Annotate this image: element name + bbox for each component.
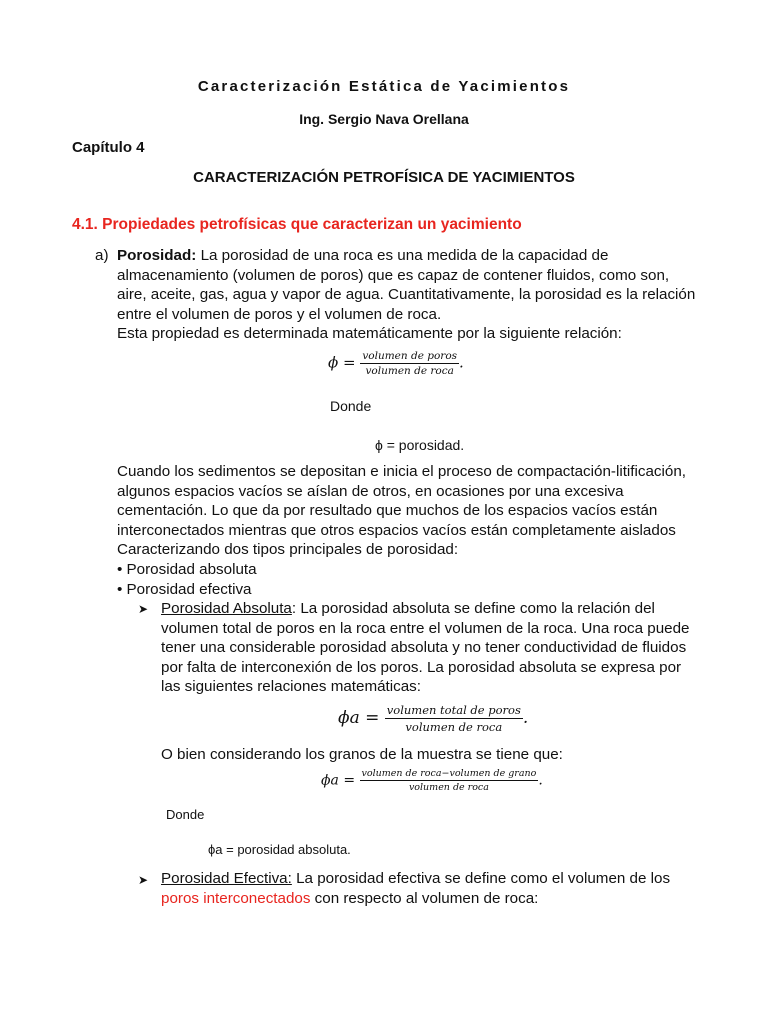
absolute-porosity-definition: ϕa = porosidad absoluta.	[208, 842, 351, 857]
paragraph-line: interconectados mientras que otros espacios vacíos están completamente aislados	[117, 521, 676, 539]
formula-numerator: volumen de roca−volumen de grano	[361, 768, 537, 779]
porosity-term: Porosidad:	[117, 247, 197, 264]
formula-numerator: volumen total de poros	[386, 703, 521, 717]
formula-numerator: volumen de poros	[362, 350, 458, 362]
porosity-line: entre el volumen de poros y el volumen de roca.	[117, 305, 442, 323]
paragraph-line: tener una considerable porosidad absoluta y no tener conductividad de fluidos	[161, 639, 687, 657]
formula-denominator: volumen de roca	[365, 365, 454, 377]
bullet-text: Porosidad efectiva	[126, 581, 252, 598]
paragraph-line: volumen total de poros en la roca entre el volumen de la roca. Una roca puede	[161, 619, 690, 637]
formula-absolute-porosity-grains	[321, 768, 543, 793]
arrow-bullet-icon: ➤	[138, 873, 149, 887]
paragraph-line: las siguientes relaciones matemáticas:	[161, 678, 421, 696]
compaction-paragraph	[117, 462, 737, 560]
effective-porosity-paragraph	[161, 869, 741, 908]
donde-label: Donde	[166, 807, 205, 822]
formula-fraction	[385, 703, 523, 734]
section-heading: 4.1. Propiedades petrofísicas que caracterizan un yacimiento	[72, 216, 522, 233]
paragraph-line: con respecto al volumen de roca:	[310, 889, 539, 907]
absolute-porosity-paragraph	[161, 599, 741, 697]
bullet-item: • Porosidad efectiva	[117, 581, 252, 598]
interconnected-pores-highlight: poros interconectados	[161, 889, 311, 907]
formula-lhs: ϕ =	[328, 353, 356, 372]
paragraph-line: algunos espacios vacíos se aíslan de otros, en ocasiones por una excesiva	[117, 482, 624, 500]
porosity-line: aire, aceite, gas, agua y vapor de agua. Cuantitativamente, la porosidad es la relación	[117, 286, 696, 304]
item-marker: a)	[95, 247, 109, 264]
porosity-definition: ϕ = porosidad.	[375, 437, 465, 453]
arrow-bullet-icon: ➤	[138, 602, 149, 616]
bullet-text: Porosidad absoluta	[126, 561, 257, 578]
formula-denominator: volumen de roca	[408, 782, 489, 793]
formula-fraction	[360, 350, 459, 377]
formula-tail: .	[459, 353, 464, 372]
paragraph-line: cementación. Lo que da por resultado que muchos de los espacios vacíos están	[117, 502, 658, 520]
document-title: Caracterización Estática de Yacimientos	[197, 78, 571, 95]
absolute-porosity-term: Porosidad Absoluta	[161, 600, 292, 617]
formula-lhs: ϕa =	[321, 772, 356, 789]
chapter-title: CARACTERIZACIÓN PETROFÍSICA DE YACIMIENTOS	[193, 169, 575, 186]
formula-tail: .	[538, 772, 543, 789]
paragraph-line: Cuando los sedimentos se depositan e inicia el proceso de compactación-litificación,	[117, 463, 687, 480]
paragraph-line: Caracterizando dos tipos principales de porosidad:	[117, 541, 459, 559]
porosity-paragraph	[117, 246, 717, 344]
donde-label: Donde	[330, 398, 372, 414]
porosity-line: Esta propiedad es determinada matemáticamente por la siguiente relación:	[117, 325, 622, 343]
paragraph-line: : La porosidad absoluta se define como la relación del	[291, 600, 655, 617]
porosity-line: almacenamiento (volumen de poros) que es capaz de contener fluidos, como son,	[117, 266, 670, 284]
paragraph-line: La porosidad efectiva se define como el volumen de los	[291, 870, 671, 887]
bullet-item: • Porosidad absoluta	[117, 561, 257, 578]
chapter-label: Capítulo 4	[72, 139, 145, 156]
effective-porosity-term: Porosidad Efectiva:	[161, 870, 292, 887]
paragraph-line: por falta de interconexión de los poros. La porosidad absoluta se expresa por	[161, 658, 682, 676]
formula-denominator: volumen de roca	[405, 720, 503, 734]
formula-tail: .	[522, 708, 529, 728]
formula-lhs: ϕa =	[338, 708, 380, 728]
grain-intro: O bien considerando los granos de la muestra se tiene que:	[161, 746, 563, 763]
author: Ing. Sergio Nava Orellana	[299, 111, 469, 127]
formula-absolute-porosity	[338, 703, 528, 734]
formula-fraction	[360, 768, 539, 793]
formula-porosity	[328, 350, 464, 377]
porosity-line: La porosidad de una roca es una medida de la capacidad de	[200, 247, 609, 264]
